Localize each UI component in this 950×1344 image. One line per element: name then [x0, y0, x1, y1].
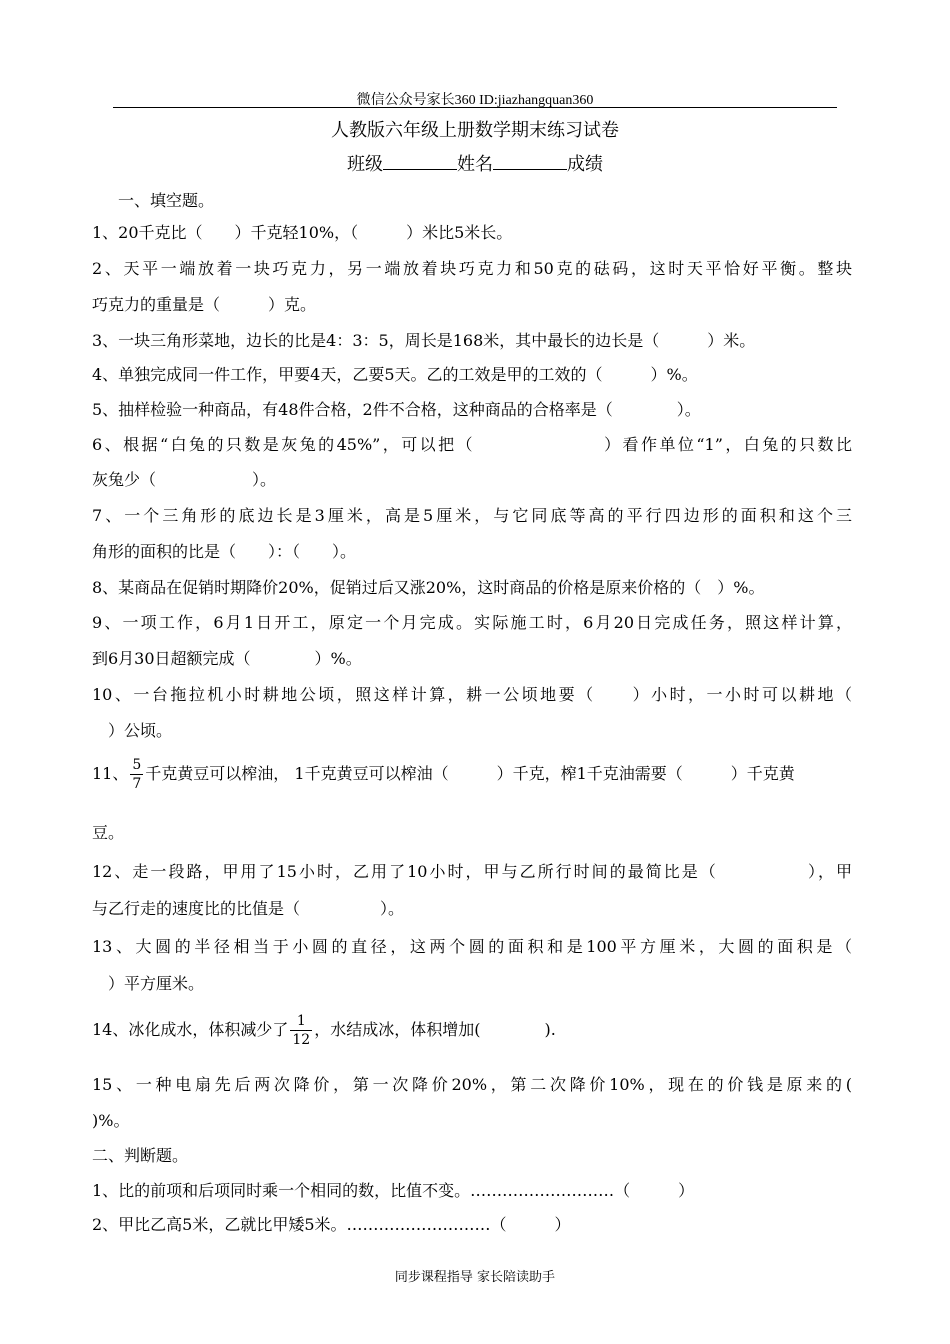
name-label: 姓名 — [457, 154, 493, 175]
question-1-14 — [92, 1014, 852, 1047]
question-1-12-line1: 12、走一段路，甲用了15小时，乙用了10小时，甲与乙所行时间的最简比是（ ），甲 — [92, 862, 852, 881]
section1-heading: 一、填空题。 — [118, 191, 215, 210]
question-1-10-line1: 10、一台拖拉机小时耕地公顷，照这样计算，耕一公顷地要（ ）小时，一小时可以耕地（ — [92, 685, 852, 704]
question-1-5: 5、抽样检验一种商品，有48件合格，2件不合格，这种商品的合格率是（ ）。 — [92, 400, 701, 419]
question-1-9-line2: 到6月30日超额完成（ ）%。 — [92, 649, 362, 668]
fraction-five-sevenths — [130, 758, 143, 791]
question-1-13-line1: 13、大圆的半径相当于小圆的直径，这两个圆的面积和是100平方厘米，大圆的面积是（ — [92, 937, 852, 956]
q11-text: 千克黄豆可以榨油， 1千克黄豆可以榨油（ ）千克，榨1千克油需要（ ）千克黄 — [145, 764, 795, 783]
question-1-2-line2: 巧克力的重量是（ ）克。 — [92, 295, 317, 314]
question-1-8: 8、某商品在促销时期降价20%，促销过后又涨20%，这时商品的价格是原来价格的（ ）%。 — [92, 578, 765, 597]
question-1-15-line2: )%。 — [92, 1111, 130, 1130]
question-1-12-line2: 与乙行走的速度比的比值是（ ）。 — [92, 899, 405, 918]
fraction-numerator: 1 — [290, 1014, 312, 1031]
question-1-7-line2: 角形的面积的比是（ ）：（ ）。 — [92, 542, 357, 561]
q14-text-before: 14、冰化成水，体积减少了 — [92, 1020, 289, 1039]
section2-heading: 二、判断题。 — [92, 1146, 189, 1165]
q14-text-after: ，水结成冰，体积增加( ). — [314, 1020, 556, 1039]
question-1-15-line1: 15、一种电扇先后两次降价，第一次降价20%，第二次降价10%，现在的价钱是原来的( — [92, 1075, 852, 1094]
question-2-2: 2、甲比乙高5米，乙就比甲矮5米。………………………（ ） — [92, 1215, 571, 1234]
question-1-6-line1: 6、根据“白兔的只数是灰兔的45%”，可以把（ ）看作单位“1”，白兔的只数比 — [92, 435, 852, 454]
question-1-1: 1、20千克比（ ）千克轻10%，（ ）米比5米长。 — [92, 223, 513, 242]
question-1-6-line2: 灰兔少（ ）。 — [92, 470, 277, 489]
student-info-row — [0, 150, 950, 176]
exam-title: 人教版六年级上册数学期末练习试卷 — [331, 120, 619, 141]
question-1-13-line2: ）平方厘米。 — [92, 974, 205, 993]
question-1-3: 3、一块三角形菜地，边长的比是4：3：5，周长是168米，其中最长的边长是（ ）米。 — [92, 331, 756, 350]
q11-number: 11、 — [92, 764, 129, 783]
fraction-denominator: 12 — [292, 1032, 311, 1048]
question-1-7-line1: 7、一个三角形的底边长是3厘米，高是5厘米，与它同底等高的平行四边形的面积和这个三 — [92, 506, 852, 525]
question-1-11-line1 — [92, 758, 852, 791]
question-1-2-line1: 2、天平一端放着一块巧克力，另一端放着块巧克力和50克的砝码，这时天平恰好平衡。整块 — [92, 259, 852, 278]
question-1-10-line2: ）公顷。 — [92, 721, 173, 740]
score-label: 成绩 — [567, 154, 603, 175]
question-1-11-line2: 豆。 — [92, 823, 125, 842]
watermark-header: 微信公众号家长360 ID:jiazhangquan360 — [356, 93, 594, 108]
fraction-one-twelfth — [290, 1014, 312, 1047]
question-1-9-line1: 9、一项工作，6月1日开工，原定一个月完成。实际施工时，6月20日完成任务，照这样计算， — [92, 613, 852, 632]
name-blank[interactable] — [493, 153, 567, 170]
page-footer: 同步课程指导 家长陪读助手 — [394, 1270, 556, 1285]
fraction-denominator: 7 — [132, 776, 142, 792]
class-blank[interactable] — [383, 153, 457, 170]
header-rule — [113, 107, 837, 108]
fraction-numerator: 5 — [132, 757, 142, 773]
question-2-1: 1、比的前项和后项同时乘一个相同的数，比值不变。………………………（ ） — [92, 1181, 695, 1200]
question-1-4: 4、单独完成同一件工作，甲要4天，乙要5天。乙的工效是甲的工效的（ ）%。 — [92, 365, 698, 384]
class-label: 班级 — [347, 154, 383, 175]
